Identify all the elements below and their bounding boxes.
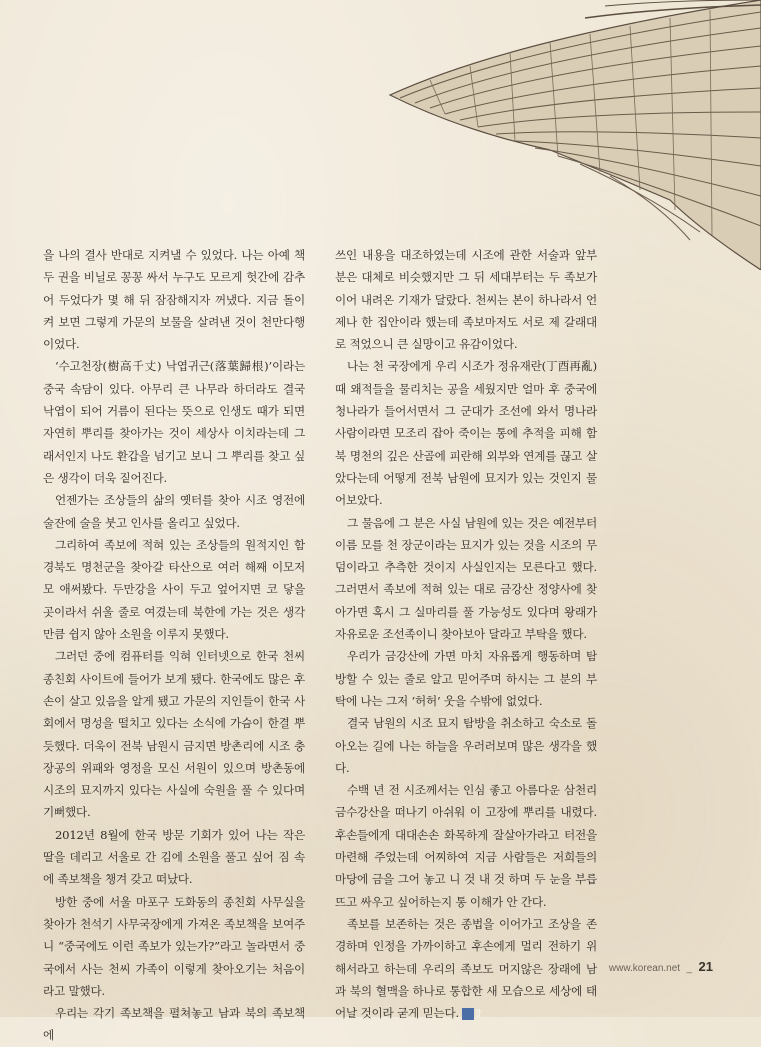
paragraph: 언젠가는 조상들의 삶의 옛터를 찾아 시조 영전에 술잔에 술을 붓고 인사를 올리고 싶었다. [43, 493, 305, 530]
footer-separator: _ [686, 963, 693, 974]
article-column-left [43, 244, 305, 1047]
end-mark-icon: 찰 [462, 1008, 474, 1020]
paragraph: ‘수고천장(樹高千丈) 낙엽귀근(落葉歸根)’이라는 중국 속담이 있다. 아무리 큰 나무라 하더라도 결국 낙엽이 되어 거름이 된다는 뜻으로 인생도 때가 되면 자연히 뿌리를 찾아가는 것이 세상사 이치라는데 그래서인지 나도 환갑을 넘기고 보니 그 뿌리를 찾고 싶은 생각이 더욱 짙어진다. [43, 359, 305, 485]
page-footer [609, 958, 713, 976]
paragraph: 나는 천 국장에게 우리 시조가 정유재란(丁酉再亂) 때 왜적들을 물리치는 공을 세웠지만 얼마 후 중국에 청나라가 들어서면서 그 군대가 조선에 와서 명나라 사람이라면 모조리 잡아 죽이는 통에 추적을 피해 함북 명천의 깊은 산골에 피란해 외부와 연계를 끊고 살았다는데 어떻게 전북 남원에 묘지가 있는 것인지 물어보았다. [335, 359, 597, 508]
paragraph: 그리하여 족보에 적혀 있는 조상들의 원적지인 함경북도 명천군을 찾아갈 타산으로 여러 해째 이모저모 애써봤다. 두만강을 사이 두고 엎어지면 코 닿을 곳이라서 쉬울 줄로 여겼는데 북한에 가는 것은 생각만큼 쉽지 않아 소원을 이루지 못했다. [43, 537, 305, 642]
paragraph: 2012년 8월에 한국 방문 기회가 있어 나는 작은 딸을 데리고 서울로 간 김에 소원을 풀고 싶어 짐 속에 족보책을 챙겨 갖고 떠났다. [43, 827, 305, 887]
paragraph: 수백 년 전 시조께서는 인심 좋고 아름다운 삼천리 금수강산을 떠나기 아쉬워 이 고장에 뿌리를 내렸다. 후손들에게 대대손손 화목하게 잘살아가라고 터전을 마련해 주었는데 어찌하여 지금 사람들은 저희들의 마당에 금을 그어 놓고 니 것 내 것 하며 두 눈을 부릅뜨고 싸우고 싶어하는지 통 이해가 안 간다. [335, 783, 597, 909]
paragraph: 그 물음에 그 분은 사실 남원에 있는 것은 예전부터 이름 모를 천 장군이라는 묘지가 있는 것을 시조의 무덤이라고 추측한 것이지 사실인지는 모른다고 했다. 그러면서 족보에 적혀 있는 대로 금강산 정양사에 찾아가면 혹시 그 실마리를 풀 가능성도 있다며 왕래가 자유로운 조선족이니 찾아보아 달라고 부탁을 했다. [335, 515, 597, 642]
paragraph: 그러던 중에 컴퓨터를 익혀 인터넷으로 한국 천씨 종친회 사이트에 들어가 보게 됐다. 한국에도 많은 후손이 살고 있음을 알게 됐고 가문의 지인들이 한국 사회에서 명성을 떨치고 있다는 소식에 가슴이 한결 뿌듯했다. 더욱이 전북 남원시 금지면 방촌리에 시조 충장공의 위패와 영정을 모신 서원이 있으며 방촌동에 시조의 묘지까지 있다는 사실에 숙원을 풀 수 있다며 기뻐했다. [43, 649, 305, 820]
last-paragraph [335, 913, 597, 1024]
paragraph: 우리는 각기 족보책을 펼쳐놓고 남과 북의 족보책에 [43, 1006, 305, 1043]
paragraph: 방한 중에 서울 마포구 도화동의 종친회 사무실을 찾아가 천석기 사무국장에게 가져온 족보책을 보여주니 “중국에도 이런 족보가 있는가?”라고 놀라면서 중국에서 사는 천씨 가족이 이렇게 찾아오기는 처음이라고 말했다. [43, 894, 305, 998]
paragraph: 을 나의 결사 반대로 지켜낼 수 있었다. 나는 아예 책 두 권을 비닐로 꽁꽁 싸서 누구도 모르게 헛간에 감추어 두었다가 몇 해 뒤 잠잠해지자 꺼냈다. 지금 돌이켜 보면 그렇게 가문의 보물을 살려낸 것이 천만다행이었다. [43, 248, 305, 352]
paragraph: 결국 남원의 시조 묘지 탐방을 취소하고 숙소로 돌아오는 길에 나는 하늘을 우러러보며 많은 생각을 했다. [335, 716, 597, 775]
page-number: 21 [698, 959, 713, 974]
article-column-right [335, 244, 597, 1024]
paragraph-text: 족보를 보존하는 것은 종법을 이어가고 조상을 존경하며 인정을 가까이하고 후손에게 멀리 전하기 위해서라고 하는데 우리의 족보도 머지않은 장래에 남과 북의 혈맥을 하나로 통합한 새 모습으로 세상에 태어날 것이라 굳게 믿는다. [335, 916, 597, 1021]
paragraph: 쓰인 내용을 대조하였는데 시조에 관한 서술과 앞부분은 대체로 비슷했지만 그 뒤 세대부터는 두 족보가 이어 내려온 기재가 달랐다. 천씨는 본이 하나라서 언제나 한 집안이라 했는데 족보마저도 서로 제 갈래대로 적었으니 큰 실망이고 유감이었다. [335, 248, 597, 352]
paragraph: 우리가 금강산에 가면 마치 자유롭게 행동하며 탐방할 수 있는 줄로 알고 믿어주며 하시는 그 분의 부탁에 나는 그저 ‘허허’ 웃을 수밖에 없었다. [335, 649, 597, 708]
footer-url: www.korean.net [608, 963, 681, 974]
roof-eaves-illustration [370, 0, 761, 270]
